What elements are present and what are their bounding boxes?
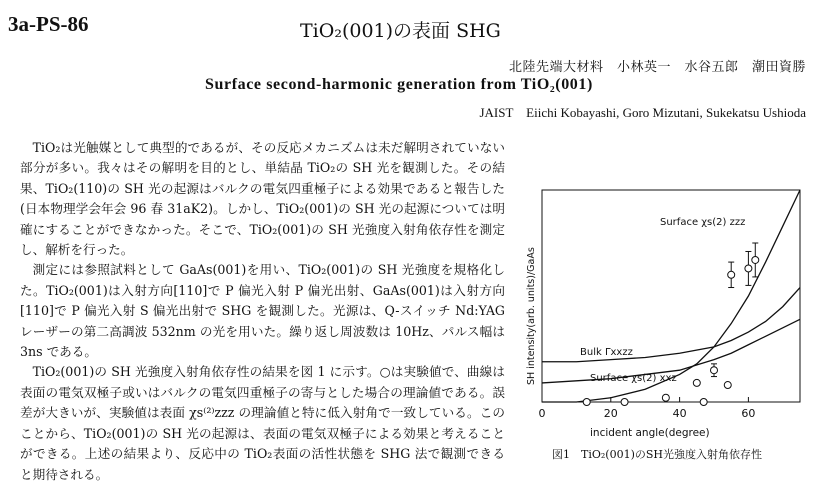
series-label: Bulk Γxxzz xyxy=(580,347,633,358)
figure-caption: 図1 TiO₂(001)のSH光強度入射角依存性 xyxy=(552,448,762,461)
paragraph-results: TiO₂(001)の SH 光強度入射角依存性の結果を図 1 に示す。○は実験値で、曲線は表面の電気双極子或いはバルクの電気四重極子の寄与とした場合の理論値である。誤差が大きいが、実験値は表面 χs⁽²⁾zzz の理論値と特に低入射角で一致している。このことから、TiO₂(001)の SH 光の起源は、表面の電気双極子による効果と考えることができる。上述の結果より、反応中の TiO₂表面の活性状態を SHG 法で観測できると期待される。 xyxy=(20,364,505,482)
paragraph-method: 測定には参照試料として GaAs(001)を用い、TiO₂(001)の SH 光強度を規格化した。TiO₂(001)は入射方向[110]で P 偏光入射 P 偏光出射、GaAs(001)は入射方向[110]で P 偏光入射 S 偏光出射で SHG を観測した。光源は、Q-スイッチ Nd:YAG レーザーの第二高調波 532nm の光を用いた。繰り返し周波数は 10Hz、パルス幅は 3ns である。 xyxy=(20,262,505,360)
paper-title-english: Surface second-harmonic generation from TiO₂(001) xyxy=(205,76,593,93)
data-point xyxy=(711,367,718,374)
paragraph-intro: TiO₂は光触媒として典型的であるが、その反応メカニズムは未だ解明されていない部分が多い。我々はその解明を目的とし、単結晶 TiO₂の SH 光を観測した。その結果、TiO₂(110)の SH 光の起源はバルクの電気四重極子による効果であると報告した(日本物理学会年会 96 春 31aK2)。しかし、TiO₂(001)の SH 光の起源については明確にすることができなかった。そこで、TiO₂(001)の SH 光強度入射角依存性を測定し、解析を行った。 xyxy=(20,140,505,258)
y-axis-label: SH intensity(arb. units)/GaAs xyxy=(526,247,537,385)
series-label: Surface χs(2) xxz xyxy=(590,373,677,384)
authors-japanese: 北陸先端大材料 小林英一 水谷五郎 潮田資勝 xyxy=(508,60,806,75)
figure-1 xyxy=(520,180,810,470)
x-axis-label: incident angle(degree) xyxy=(590,427,710,439)
data-point xyxy=(752,256,759,263)
data-point xyxy=(583,399,590,406)
data-point xyxy=(728,271,735,278)
data-point xyxy=(693,379,700,386)
data-point xyxy=(745,265,752,272)
paper-id: 3a-PS-86 xyxy=(8,12,89,36)
data-point xyxy=(700,399,707,406)
data-point xyxy=(621,399,628,406)
body-text xyxy=(20,138,505,485)
series-label: Surface χs(2) zzz xyxy=(660,217,746,228)
x-tick-label: 40 xyxy=(672,407,687,420)
sh-intensity-chart xyxy=(520,180,810,442)
x-tick-label: 60 xyxy=(741,407,756,420)
x-tick-label: 0 xyxy=(538,407,546,420)
x-tick-label: 20 xyxy=(603,407,618,420)
paper-title: TiO₂(001)の表面 SHG xyxy=(300,20,501,42)
affiliation-authors: JAIST Eiichi Kobayashi, Goro Mizutani, Sukekatsu Ushioda xyxy=(479,105,806,120)
data-point xyxy=(662,394,669,401)
data-point xyxy=(724,382,731,389)
